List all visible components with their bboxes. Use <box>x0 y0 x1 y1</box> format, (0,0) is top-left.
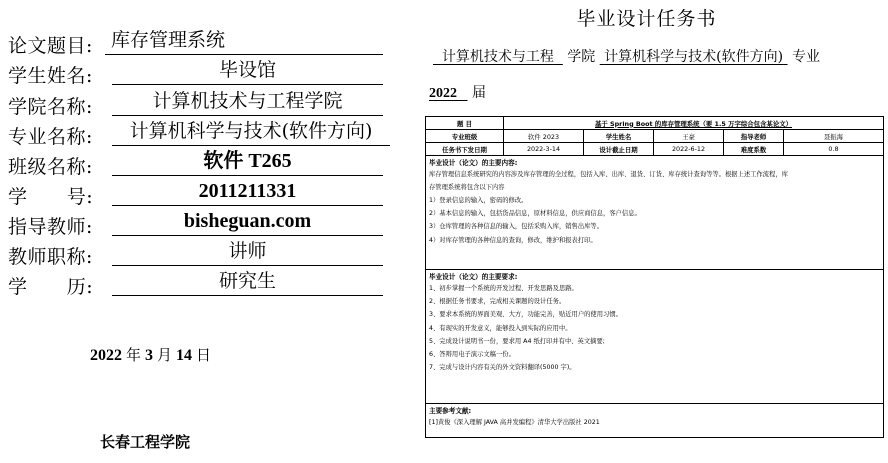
advisor-title-value: 讲师 <box>112 239 383 266</box>
date-day: 14 <box>176 347 193 364</box>
college-label: 学院名称: <box>8 96 93 118</box>
table-cell: 难度系数 <box>724 143 784 156</box>
list-item: 2、根据任务书要求，完成相关课题的设计任务。 <box>429 298 566 306</box>
content-intro-line: 存管理系统将包含以下内容 <box>429 184 505 191</box>
cover-row-college <box>8 89 343 119</box>
table-cell: 专业班级 <box>426 130 504 143</box>
cover-date <box>90 344 211 365</box>
table-row-references <box>426 404 884 438</box>
college-value: 计算机技术与工程学院 <box>112 89 383 116</box>
major-value: 计算机科学与技术(软件方向) <box>112 119 390 146</box>
college-major-line <box>433 46 820 66</box>
task-year: 2022 <box>429 86 457 101</box>
cover-row-degree <box>8 269 276 299</box>
table-row-requirements <box>426 270 884 404</box>
class-value: 软件 T265 <box>112 149 383 176</box>
date-month: 3 <box>145 347 154 364</box>
major-label: 专业名称: <box>8 126 93 148</box>
student-name-value: 毕设馆 <box>112 58 383 85</box>
school-name: 长春工程学院 <box>100 433 191 451</box>
cover-row-student-name <box>8 58 276 88</box>
task-major: 计算机科学与技术(软件方向) <box>604 49 784 65</box>
requirements-section <box>426 270 884 404</box>
list-item: 5、完成设计说明书一份，要求用 A4 纸打印并有中、英文摘要; <box>429 337 605 345</box>
advisor-label: 指导教师: <box>8 216 93 238</box>
date-year: 2022 <box>90 347 122 364</box>
table-cell: 设计截止日期 <box>584 143 654 156</box>
references-heading: 主要参考文献: <box>429 407 472 415</box>
list-item: 3）仓库管理的各种信息的输入，包括采购入库，销售出库等。 <box>429 223 604 231</box>
degree-value: 研究生 <box>112 269 383 296</box>
list-item: 2）基本信息的输入，包括货品信息，原材料信息，供应商信息，客户信息。 <box>429 210 641 218</box>
task-document-page <box>405 0 888 463</box>
requirements-heading: 毕业设计（论文）的主要要求: <box>429 273 518 281</box>
cover-row-student-id <box>8 179 297 209</box>
degree-label: 学 历: <box>8 276 94 298</box>
task-year-suffix: 届 <box>471 85 486 101</box>
table-row-title <box>426 117 884 130</box>
date-month-unit: 月 <box>157 346 173 364</box>
cover-row-advisor <box>8 209 312 239</box>
graduation-year-line <box>429 82 486 102</box>
references-section <box>426 404 884 438</box>
task-college-suffix: 学院 <box>567 49 596 65</box>
table-row <box>426 143 884 156</box>
list-item: 1）登录信息的输入，密码的修改。 <box>429 197 528 204</box>
table-cell: 王豪 <box>654 130 724 143</box>
cover-row-class <box>8 149 292 179</box>
table-title-value: 基于 Spring Boot 的库存管理系统（要 1.5 万字综合包含某论文） <box>504 117 884 130</box>
table-cell: 指导老师 <box>724 130 784 143</box>
list-item: [1]黄俊《深入理解 JAVA 高并发编程》清华大学出版社 2021 <box>429 419 600 426</box>
cover-row-thesis-title <box>8 28 226 58</box>
content-section <box>426 156 884 270</box>
thesis-title-value: 库存管理系统 <box>105 28 383 55</box>
student-id-value: 2011211331 <box>112 179 383 206</box>
list-item: 4）对库存管理的各种信息的查询，修改，维护和报表打印。 <box>429 236 597 244</box>
table-cell: 2022-3-14 <box>504 143 584 156</box>
cover-row-advisor-title <box>8 239 267 269</box>
student-name-label: 学生姓名: <box>8 65 93 87</box>
cover-page <box>0 0 398 463</box>
cover-row-major <box>8 119 373 149</box>
thesis-title-label: 论文题目: <box>8 35 93 57</box>
table-cell: 任务书下发日期 <box>426 143 504 156</box>
date-year-unit: 年 <box>126 346 142 364</box>
table-title-label: 题 目 <box>426 117 504 130</box>
class-label: 班级名称: <box>8 156 93 178</box>
table-cell: 学生姓名 <box>584 130 654 143</box>
task-major-suffix: 专业 <box>792 49 821 65</box>
content-heading: 毕业设计（论文）的主要内容: <box>429 159 518 167</box>
task-college: 计算机技术与工程 <box>441 49 554 65</box>
date-day-unit: 日 <box>196 346 212 364</box>
table-row-content <box>426 156 884 270</box>
list-item: 4、有现实的开发意义，能够投入到实际的应用中。 <box>429 324 572 332</box>
list-item: 1、初步掌握一个系统的开发过程、开发思路及思路。 <box>429 285 578 292</box>
list-item: 7、完成与设计内容有关的外文资料翻译(5000 字)。 <box>429 364 576 372</box>
table-cell: 聂振海 <box>784 130 884 143</box>
task-table <box>425 116 884 438</box>
table-cell: 0.8 <box>784 143 884 156</box>
advisor-value: bisheguan.com <box>112 209 383 236</box>
document-title: 毕业设计任务书 <box>576 8 717 30</box>
table-cell: 2022-6-12 <box>654 143 724 156</box>
table-cell: 软件 2023 <box>504 130 584 143</box>
table-row <box>426 130 884 143</box>
content-intro-line: 库存管理信息系统研究的内容涉及库存管理的全过程，包括入库、出库、退货、订货、库存统计查询等等。根据上述工作流程，库 <box>429 171 788 178</box>
advisor-title-label: 教师职称: <box>8 246 93 268</box>
list-item: 3、要求本系统的界面美观、大方，功能完善，贴近用户的使用习惯。 <box>429 311 622 319</box>
list-item: 6、答辩用电子演示文稿一份。 <box>429 351 515 359</box>
student-id-label: 学 号: <box>8 186 94 208</box>
